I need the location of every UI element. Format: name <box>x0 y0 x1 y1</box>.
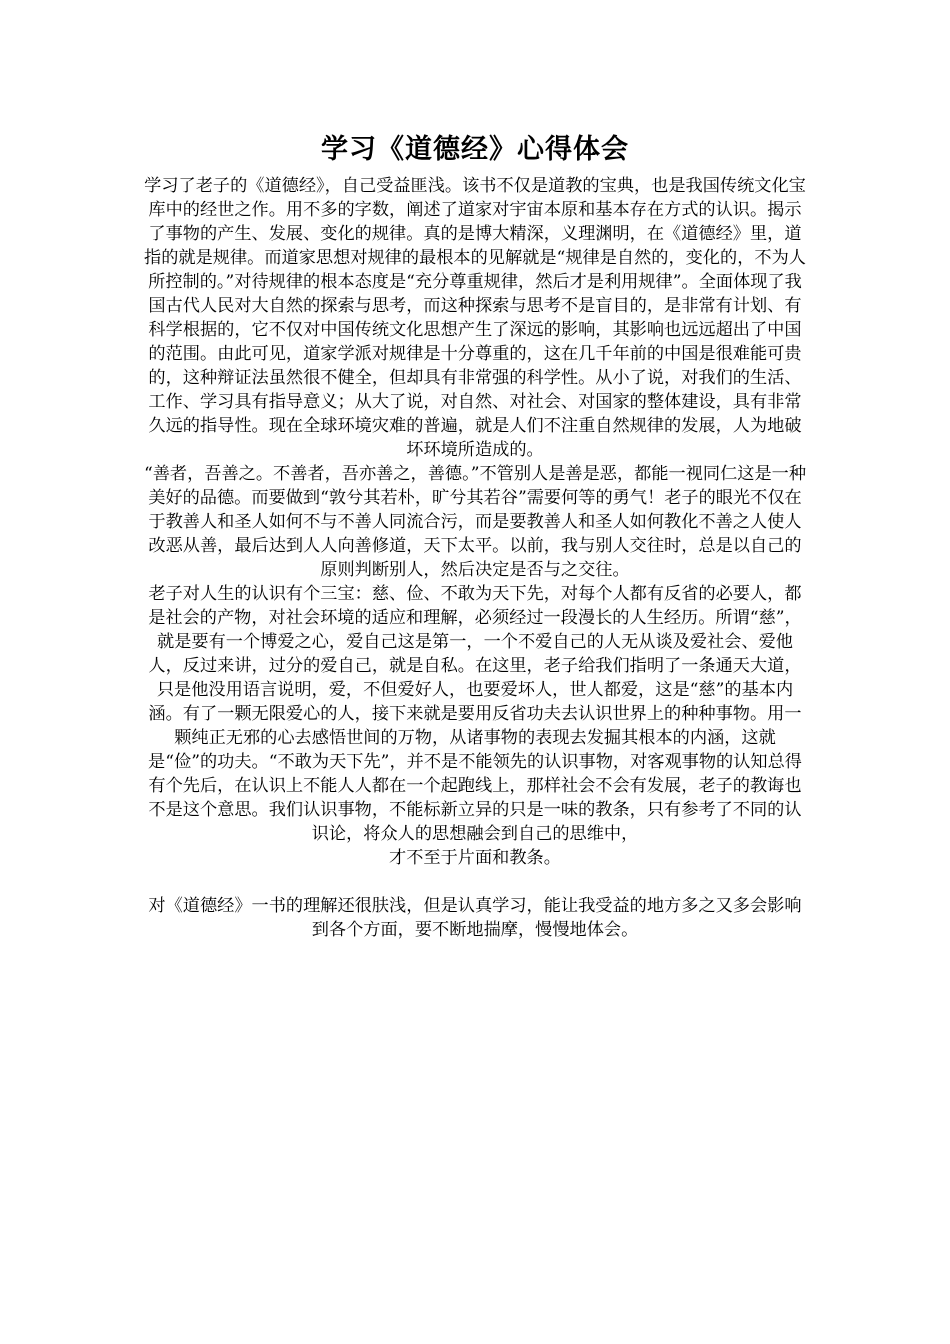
paragraph-5: 对《道德经》一书的理解还很肤浅，但是认真学习，能让我受益的地方多之又多会影响到各个方面，要不断地揣摩，慢慢地体会。 <box>148 896 802 940</box>
paragraph-2: “善者，吾善之。不善者，吾亦善之，善德。”不管别人是善是恶，都能一视同仁这是一种美好的品德。而要做到“敦兮其若朴，旷兮其若谷”需要何等的勇气！老子的眼光不仅在于教善人和圣人如何不与不善人同流合污，而是要教善人和圣人如何教化不善之人使人改恶从善，最后达到人人向善修道，天下太平。以前，我与别人交往时，总是以自己的原则判断别人，然后决定是否与之交往。 <box>143 464 807 580</box>
paragraph-1: 学习了老子的《道德经》，自己受益匪浅。该书不仅是道教的宝典，也是我国传统文化宝库中的经世之作。用不多的字数，阐述了道家对宇宙本原和基本存在方式的认识。揭示了事物的产生、发展、变化的规律。真的是博大精深，义理渊明，在《道德经》里，道指的就是规律。而道家思想对规律的最根本的见解就是“规律是自然的，变化的，不为人所控制的。”对待规律的根本态度是“充分尊重规律，然后才是利用规律”。全面体现了我国古代人民对大自然的探索与思考，而这种探索与思考不是盲目的，是非常有计划、有科学根据的，它不仅对中国传统文化思想产生了深远的影响，其影响也远远超出了中国的范围。由此可见，道家学派对规律是十分尊重的，这在几千年前的中国是很难能可贵的，这种辩证法虽然很不健全，但却具有非常强的科学性。从小了说，对我们的生活、工作、学习具有指导意义；从大了说，对自然、对社会、对国家的整体建设，具有非常久远的指导性。现在全球环境灾难的普遍，就是人们不注重自然规律的发展，人为地破坏环境所造成的。 <box>144 176 806 460</box>
paragraph-spacer <box>143 870 807 894</box>
document-page <box>143 128 807 942</box>
paragraph-4: 才不至于片面和教条。 <box>389 848 561 868</box>
paragraph-3: 老子对人生的认识有个三宝：慈、俭、不敢为天下先，对每个人都有反省的必要人，都是社会的产物，对社会环境的适应和理解，必须经过一段漫长的人生经历。所谓“慈”，就是要有一个博爱之心，爱自己这是第一，一个不爱自己的人无从谈及爱社会、爱他人，反过来讲，过分的爱自己，就是自私。在这里，老子给我们指明了一条通天大道，只是他没用语言说明，爱，不但爱好人，也要爱坏人，世人都爱，这是“慈”的基本内涵。有了一颗无限爱心的人，接下来就是要用反省功夫去认识世界上的种种事物。用一颗纯正无邪的心去感悟世间的万物，从诸事物的表现去发掘其根本的内涵，这就是“俭”的功夫。“不敢为天下先”，并不是不能领先的认识事物，对客观事物的认知总得有个先后，在认识上不能人人都在一个起跑线上，那样社会不会有发展，老子的教诲也不是这个意思。我们认识事物，不能标新立异的只是一味的教条，只有参考了不同的认识论，将众人的思想融会到自己的思维中， <box>148 584 802 844</box>
document-title: 学习《道德经》心得体会 <box>321 134 629 165</box>
